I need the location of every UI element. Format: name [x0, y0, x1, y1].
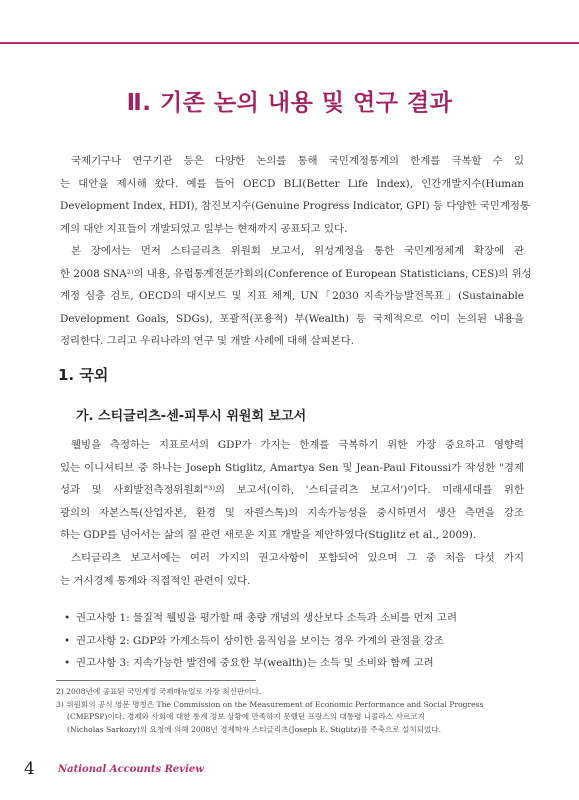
text-line: Development Goals, SDGs), 포괄적(포용적) 부(Wealth) 등 국제적으로 이미 논의된 내용을	[60, 312, 524, 325]
recommendation-text: 권고사항 2: GDP와 가계소득이 상이한 움직임을 보이는 경우 가계의 관점을 강조	[76, 634, 444, 647]
bullet-icon: •	[64, 634, 71, 647]
list-item	[64, 652, 534, 675]
journal-name: National Accounts Review	[58, 764, 204, 775]
recommendations-list	[64, 607, 534, 675]
subsection-heading: 가. 스티글리츠-센-피투시 위원회 보고서	[76, 409, 307, 424]
text-line: 계정 심층 검토, OECD의 대시보드 및 지표 체계, UN「2030 지속가능발전목표」(Sustainable	[60, 290, 524, 302]
text-line: 정리한다. 그리고 우리나라의 연구 및 개발 사례에 대해 살펴본다.	[60, 335, 354, 347]
text-line: 한 2008 SNA²⁾의 내용, 유럽통계전문가회의(Conference of European Statisticians, CES)의 위성	[60, 267, 532, 280]
text-line: 본 장에서는 먼저 스티글리츠 위원회 보고서, 위성계정을 통한 국민계정체계 확장에 관	[71, 245, 524, 257]
text-line: 성과 및 사회발전측정위원회"³⁾의 보고서(이하, '스티글리츠 보고서')이다. 미래세대를 위한	[60, 484, 524, 496]
footnote-3-line: (Nicholas Sarkozy)의 요청에 의해 2008년 경제학자 스티글리츠(Joseph E. Stiglitz)를 주축으로 설치되었다.	[67, 724, 442, 734]
intro-paragraph-2	[60, 240, 532, 353]
text-line: 스티글리츠 보고서에는 여러 가지의 권고사항이 포함되어 있으며 그 중 처음 다섯 가지	[71, 552, 524, 564]
intro-paragraph-1	[60, 150, 530, 240]
footnote-3-line: (CMEPSP)이다. 경제와 사회에 대한 통계 정보 상황에 만족하지 못했던 프랑스의 대통령 니콜라스 사르코지	[67, 712, 425, 722]
text-line: 계의 대안 지표들이 개발되었고 일부는 현재까지 공표되고 있다.	[60, 222, 348, 235]
body-paragraph-1	[60, 434, 524, 547]
footnote-rule	[56, 680, 256, 681]
footnotes	[56, 686, 526, 736]
text-line: 는 대안을 제시해 왔다. 예를 들어 OECD BLI(Better Life Index), 인간개발지수(Human	[60, 177, 524, 190]
list-item	[64, 630, 534, 653]
bullet-icon: •	[64, 612, 71, 624]
body-paragraph-2	[60, 547, 524, 592]
recommendation-text: 권고사항 1: 물질적 웰빙을 평가할 때 총량 개념의 생산보다 소득과 소비를 먼저 고려	[76, 612, 457, 624]
text-line: 는 거시경제 통계와 직접적인 관련이 있다.	[60, 574, 251, 587]
text-line: 하는 GDP를 넘어서는 삶의 질 관련 새로운 지표 개발을 제안하였다(Stiglitz et al., 2009).	[60, 529, 477, 541]
footnote-2: 2) 2008년에 공표된 국민계정 국제매뉴얼로 가장 최신판이다.	[56, 687, 262, 696]
list-item	[64, 607, 534, 630]
page-number: 4	[24, 759, 35, 779]
bullet-icon: •	[64, 657, 71, 669]
section-heading: 1. 국외	[58, 366, 109, 384]
text-line: Development Index, HDI), 참진보지수(Genuine Progress Indicator, GPI) 등 다양한 국민계정통	[60, 200, 530, 212]
text-line: 광의의 자본스톡(산업자본, 환경 및 자원스톡)의 지속가능성을 중시하면서 생산 측면을 강조	[60, 506, 524, 519]
text-line: 웰빙을 측정하는 지표로서의 GDP가 가지는 한계를 극복하기 위한 가장 중요하고 영향력	[71, 439, 524, 451]
text-line: 있는 이니셔티브 중 하나는 Joseph Stiglitz, Amartya Sen 및 Jean-Paul Fitoussi가 작성한 "경제	[60, 461, 524, 474]
recommendation-text: 권고사항 3: 지속가능한 발전에 중요한 부(wealth)는 소득 및 소비와 함께 고려	[76, 657, 434, 669]
header-rule	[0, 42, 579, 44]
chapter-title: Ⅱ. 기존 논의 내용 및 연구 결과	[126, 90, 453, 116]
footnote-3-line: 3) 위원회의 공식 영문 명칭은 The Commission on the Measurement of Economic Performance and Social Progress	[56, 699, 484, 709]
text-line: 국제기구나 연구기관 등은 다양한 논의를 통해 국민계정통계의 한계를 극복할 수 있	[71, 155, 524, 167]
